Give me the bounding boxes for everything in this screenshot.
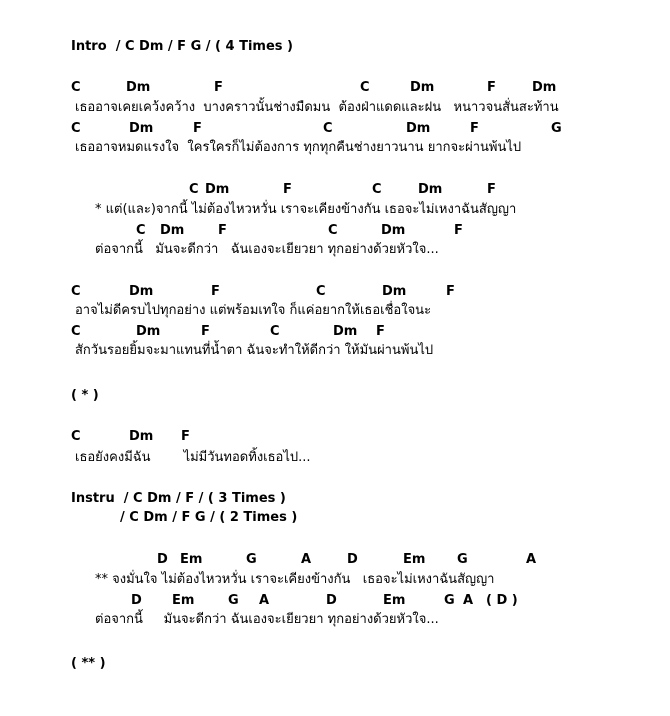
chord: F xyxy=(218,223,227,238)
chord: Dm xyxy=(205,182,230,197)
intro-line: Intro / C Dm / F G / ( 4 Times ) xyxy=(71,39,293,54)
chord: Dm xyxy=(129,284,154,299)
chord: Dm xyxy=(382,284,407,299)
chord: F xyxy=(446,284,455,299)
chord: C xyxy=(71,429,81,444)
chord: F xyxy=(454,223,463,238)
chord: Dm xyxy=(333,324,358,339)
chord: F xyxy=(211,284,220,299)
lyric-line: ต่อจากนี้ มันจะดีกว่า ฉันเองจะเยียวยา ทุกอย่างด้วยหัวใจ... xyxy=(95,612,439,627)
chord: A xyxy=(301,552,312,567)
repeat-marker: ( * ) xyxy=(71,388,99,403)
lyric-line: * แต่(และ)จากนี้ ไม่ต้องไหวหวั่น เราจะเคียงข้างกัน เธอจะไม่เหงาฉันสัญญา xyxy=(95,202,517,217)
chord: Dm xyxy=(406,121,431,136)
chord: A xyxy=(259,593,270,608)
chord: G xyxy=(444,593,455,608)
repeat-marker: ( ** ) xyxy=(71,656,106,671)
chord: C xyxy=(189,182,199,197)
chord: A xyxy=(463,593,474,608)
lyric-line: ** จงมั่นใจ ไม่ต้องไหวหวั่น เราจะเคียงข้างกัน เธอจะไม่เหงาฉันสัญญา xyxy=(95,572,495,587)
chord: F xyxy=(283,182,292,197)
chord: C xyxy=(372,182,382,197)
chord: C xyxy=(323,121,333,136)
chord: F xyxy=(181,429,190,444)
chord: C xyxy=(71,284,81,299)
chord: G xyxy=(228,593,239,608)
chord: Dm xyxy=(381,223,406,238)
chord: D xyxy=(157,552,168,567)
lyric-line: อาจไม่ดีครบไปทุกอย่าง แต่พร้อมเทใจ ก็แค่อยากให้เธอเชื่อใจนะ xyxy=(75,303,432,318)
chord: Em xyxy=(403,552,426,567)
chord: ( D ) xyxy=(486,593,518,608)
chord: C xyxy=(71,324,81,339)
chord: F xyxy=(214,80,223,95)
chord: C xyxy=(71,121,81,136)
chord: C xyxy=(316,284,326,299)
chord: C xyxy=(71,80,81,95)
chord: Dm xyxy=(532,80,557,95)
chord: Dm xyxy=(129,121,154,136)
lyric-line: เธออาจหมดแรงใจ ใครใครก็ไม่ต้องการ ทุกทุกคืนช่างยาวนาน ยากจะผ่านพ้นไป xyxy=(75,140,522,155)
chord: C xyxy=(328,223,338,238)
chord: F xyxy=(487,182,496,197)
chord: Dm xyxy=(160,223,185,238)
chord: C xyxy=(136,223,146,238)
lyric-line: ต่อจากนี้ มันจะดีกว่า ฉันเองจะเยียวยา ทุกอย่างด้วยหัวใจ... xyxy=(95,242,439,257)
chord: D xyxy=(326,593,337,608)
lyric-line: เธออาจเคยเคว้งคว้าง บางคราวนั้นช่างมืดมน ต้องฝ่าแดดและฝน หนาวจนสั่นสะท้าน xyxy=(75,100,559,115)
instrumental-line: / C Dm / F G / ( 2 Times ) xyxy=(120,510,298,525)
chord: F xyxy=(487,80,496,95)
chord: G xyxy=(457,552,468,567)
chord: Dm xyxy=(136,324,161,339)
chord: F xyxy=(193,121,202,136)
chord: Em xyxy=(180,552,203,567)
chord: G xyxy=(551,121,562,136)
chord: Em xyxy=(383,593,406,608)
chord: Dm xyxy=(126,80,151,95)
chord: Dm xyxy=(410,80,435,95)
chord: F xyxy=(376,324,385,339)
chord: A xyxy=(526,552,537,567)
chord: F xyxy=(470,121,479,136)
chord: Dm xyxy=(418,182,443,197)
instrumental-line: Instru / C Dm / F / ( 3 Times ) xyxy=(71,491,286,506)
chord: C xyxy=(270,324,280,339)
lyric-line: เธอยังคงมีฉัน ไม่มีวันทอดทิ้งเธอไป... xyxy=(75,450,311,465)
chord: F xyxy=(201,324,210,339)
lyric-line: สักวันรอยยิ้มจะมาแทนที่น้ำตา ฉันจะทำให้ดีกว่า ให้มันผ่านพ้นไป xyxy=(75,343,434,358)
chord: Em xyxy=(172,593,195,608)
chord: D xyxy=(347,552,358,567)
chord: G xyxy=(246,552,257,567)
chord: C xyxy=(360,80,370,95)
chord: D xyxy=(131,593,142,608)
chord: Dm xyxy=(129,429,154,444)
